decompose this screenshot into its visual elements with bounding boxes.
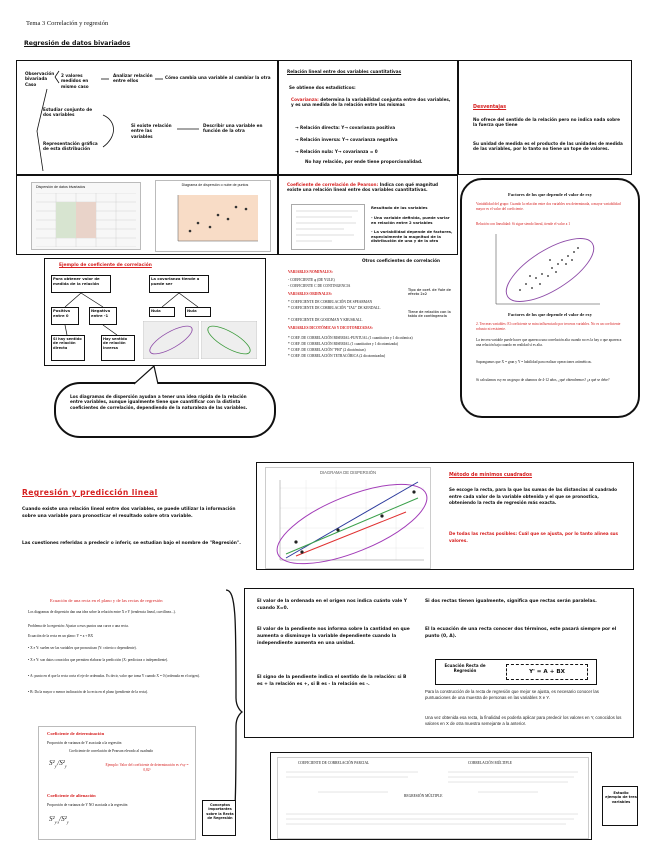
- side-note-1: Tipo de coef. de Yule de efecto 2x2: [408, 288, 451, 296]
- factors-title-2: Factores de los que depende el valor de rxy: [507, 312, 593, 317]
- concepts-small-text: Conceptos Importantes sobre la Recta de Regresión: [206, 803, 234, 820]
- factors-box: [460, 178, 640, 418]
- least-squares-title: Método de mínimos cuadrados: [449, 473, 533, 478]
- example-box-direct: Si hay sentido de relación directa: [51, 335, 85, 361]
- dispersion-chart: [265, 467, 431, 569]
- pearson-note-2: - Una variable definida, puede variar en relación entre 2 variables: [371, 215, 450, 225]
- factor-1: Variabilidad del grupo: Cuando la relación entre dos variables sea determinada, a mayor variabilidad mayor es el valor del coeficiente.: [476, 202, 621, 211]
- drawbacks-box: [458, 60, 632, 175]
- alien-formula: $S^2_{y\cdot x}/S^2_y$: [49, 815, 69, 825]
- example-box-positive: Positiva entre 0: [51, 307, 79, 325]
- det-t3: Proporción de varianza de Y NO asociada a la regresión: [47, 803, 128, 807]
- linear-relation-title: Relación lineal entre dos variables cuantitativas: [287, 69, 402, 74]
- concept-bullet-2: El valor de la pendiente nos informa sobre la cantidad en que aumenta o disminuye la variable dependiente cuando la independiente aumenta en una unidad.: [257, 627, 410, 646]
- linear-relation-box: [278, 60, 458, 175]
- example-box-null-1: Nula: [149, 307, 175, 317]
- bottom-paper-lines: [278, 768, 588, 838]
- covariance-text: determina la variabilidad conjunta entre dos variables, y es una medida de la relación entre las mismas: [291, 97, 451, 108]
- examples-small-box: [602, 786, 638, 826]
- section-title: Regresión de datos bivariados: [24, 40, 131, 47]
- det-note: Ejemplo: Valor del coeficiente de determinación es r²xy = 0,82²: [105, 763, 189, 772]
- examples-small-text: Estudio ejemplo de tres variables: [605, 791, 637, 804]
- equation-l1: Los diagramas de dispersión dan una idea sobre la relación entre X e Y (tendencia lineal, curvilínea...).: [28, 610, 176, 614]
- concepts-small-box: [202, 800, 236, 836]
- eq-box-formula: Y' = A + BX: [506, 664, 588, 680]
- drawbacks-title: Desventajas: [473, 105, 507, 110]
- regression-p1: Cuando existe una relación lineal entre dos variables, se puede utilizar la información sobre una variable para pronosticar el resultado sobre otra variable.: [22, 507, 236, 520]
- factors-paper: [472, 188, 626, 410]
- graph-rep-text: Representación gráfica de esta distribución: [43, 141, 98, 152]
- scatter-thumb-caption: Diagrama de dispersión o nube de puntos: [181, 183, 249, 187]
- bivariate-label: Observación bivariada Caso: [25, 71, 55, 87]
- bottom-h3: REGRESIÓN MÚLTIPLE: [404, 794, 443, 798]
- covariance-def: [291, 97, 451, 108]
- factor-6: Si calculamos rxy en un grupo de alumnos de 4-12 años, ¿qué obtendremos? ¿a qué se debe?: [476, 378, 610, 382]
- relation-text: Analizar relación entre ellos: [113, 73, 153, 84]
- example-arrows: [45, 259, 267, 367]
- ordinal-3: * COEFICIENTE DE GOODMAN Y KRUSKALL: [288, 318, 363, 322]
- dichotomous-head: VARIABLES DICOTÓMICAS Y DICOTOMIZADAS:: [288, 326, 373, 330]
- change-text: Cómo cambia una variable al cambiar la otra: [165, 75, 271, 80]
- concept-bullet-3: El signo de la pendiente indica el sentido de la relación: si B es + la relación es +, si B es - la relación es -.: [257, 675, 407, 687]
- example-box-null-2: Nula: [185, 307, 211, 317]
- top-left-outline: [16, 60, 278, 175]
- det-title-2: Coeficiente de alienación: [47, 793, 96, 798]
- example-title: Ejemplo de coeficiente de correlación: [59, 263, 152, 268]
- side-note-2: Tiene de relación con la tabla de contingencia: [408, 310, 451, 318]
- callout-pointer: [130, 364, 170, 386]
- outline-arrows: [17, 61, 279, 176]
- pearson-def: [287, 182, 453, 193]
- nominal-2: - COEFICIENTE C DE CONTINGENCIA: [288, 284, 351, 288]
- cov-null-note: No hay relación, por ende tiene proporcionalidad.: [305, 159, 423, 164]
- data-table-thumb: [31, 182, 141, 250]
- factor-5: Supongamos que X = gran y Y = habilidad para realizar operaciones aritméticas.: [476, 360, 592, 364]
- det-t2: Coeficiente de correlación de Pearson elevado al cuadrado: [69, 749, 154, 753]
- example-box: [44, 258, 266, 366]
- pearson-note-3: - La variabilidad depende de factores, especialmente la magnitud de la distribución de una y de la otra: [371, 229, 453, 244]
- describe-text: Describir una variable en función de la otra: [203, 123, 263, 134]
- equation-l4: • X e Y: suelen ser las variables que pronostican (Y: criterio o dependiente).: [28, 646, 137, 650]
- factor-3: 2. Terceras variables: El coeficiente se mira influenciado por terceras variables. No es un coeficiente robusto ni resistente.: [476, 322, 621, 331]
- pearson-clip: [291, 204, 365, 250]
- drawback-2: Su unidad de medida es el producto de las unidades de medida de las variables, por lo tanto no tiene un tope de valores.: [473, 141, 623, 152]
- example-box-inverse: Hay sentido de relación inversa: [101, 335, 135, 361]
- concept-bullet-1: El valor de la ordenada en el origen nos indica cuánto vale Y cuando X=0.: [257, 599, 407, 611]
- equation-l7: • B: Da la mayor o menor inclinación de la recta en el plano (pendiente de la recta).: [28, 690, 148, 694]
- pearson-text: Indica con qué magnitud existe una relación lineal entre dos variables cuantitativas.: [287, 182, 439, 193]
- scatter-thumb-plot: [164, 193, 264, 249]
- factors-scatter: [492, 232, 602, 308]
- eq-box-text-1: Para la construcción de la recta de regresión que mejor se ajusta, es necesario conocer las puntuaciones de una muestra de personas en las variables X e Y.: [425, 689, 599, 701]
- pearson-title: Coeficiente de correlación de Pearson:: [287, 182, 379, 187]
- nominal-head: VARIABLES NOMINALES:: [288, 270, 333, 274]
- bottom-h1: COEFICIENTE DE CORRELACIÓN PARCIAL: [298, 761, 370, 765]
- ordinal-head: VARIABLES ORDINALES:: [288, 292, 332, 296]
- least-squares-red: De todas las rectas posibles: Cuál que se ajusta, por lo tanto alinea sus valores.: [449, 531, 619, 543]
- factor-4: La tercera variable puede hacer que aparezca una correlación alta cuando no es la hay o que aparezca una relación baja cuando en realidad sí es alta.: [476, 338, 622, 347]
- linear-relation-intro: Se obtiene dos estadísticos:: [289, 85, 356, 90]
- example-box-negative: Negativa entre -1: [89, 307, 117, 325]
- equation-l3: Ecuación de la recta en un plano: Y = a + BX: [28, 634, 94, 638]
- concepts-box: [244, 588, 634, 738]
- scatter-thumb: [155, 180, 271, 252]
- pearson-box: [278, 175, 458, 255]
- determination-box: [38, 726, 196, 840]
- dich-1: * COEF. DE CORRELACIÓN BISERIAL-PUNTUAL (1 cuantitativa y 1 dicotómica): [288, 336, 413, 340]
- data-table-grid: [36, 193, 136, 247]
- bottom-paper: [270, 752, 592, 840]
- dispersion-callout-text: Los diagramas de dispersión ayudan a tener una idea rápida de la relación entre variables, aunque igualmente tiene que cuantificar con la distinta coeficientes de correlación, dependiendo de la naturaleza de las variables.: [70, 394, 248, 410]
- scatter-row: [16, 175, 278, 255]
- analyze-relation-text: Si existe relación entre las variables: [131, 123, 172, 139]
- factor-2: Relación con linealidad: Si sigue siendo lineal, tiende el valor a 1: [476, 222, 571, 226]
- regression-title: Regresión y predicción lineal: [22, 488, 158, 497]
- nominal-1: - COEFICIENTE φ (DE YULE): [288, 278, 335, 282]
- equation-l2: Problema de la regresión: Ajustar a esos puntos una curva o una recta.: [28, 624, 129, 628]
- dispersion-callout: [54, 382, 276, 438]
- equation-box: [20, 592, 220, 716]
- regression-p2: Las cuestiones referidas a predecir o inferir, se estudian bajo el nombre de "Regresión".: [22, 541, 241, 546]
- other-coefs: [282, 258, 458, 368]
- two-values-text: 2 valores medidos en mismo caso: [61, 73, 89, 89]
- equation-l5: • X e Y: son datos conocidos que permiten elaborar la predicción (X: predictora o independiente).: [28, 658, 169, 662]
- det-t1: Proporción de varianza de Y asociada a la regresión: [47, 741, 122, 745]
- factors-title-1: Factores de los que depende el valor de rxy: [507, 192, 593, 197]
- bottom-h2: CORRELACIÓN MÚLTIPLE: [468, 761, 512, 765]
- concept-bullet-4: Si dos rectas tienen igualmente, significa que rectas serán paralelas.: [425, 599, 597, 604]
- example-card-1: Para obtener valor de medida de la relación: [51, 275, 111, 293]
- drawback-1: No ofrece del sentido de la relación pero no indica nada sobre la fuerza que tiene: [473, 117, 620, 128]
- eq-box: [435, 659, 597, 685]
- equation-l6: • A: punto en el que la recta corta el eje de ordenadas. Es decir, valor que toma Y cuando X = 0 (ordenada en el origen).: [28, 674, 200, 678]
- dispersion-chart-title: DIAGRAMA DE DISPERSIÓN: [319, 470, 377, 475]
- cov-positive: → Relación directa: Y→ covarianza positiva: [295, 125, 396, 130]
- example-card-2: La covarianza tiende a puede ser: [149, 275, 209, 293]
- pearson-note-1: Resultado de las variables: [371, 205, 428, 210]
- covariance-lead: Covarianza:: [291, 97, 319, 102]
- dich-4: * COEF. DE CORRELACIÓN TETRACÓRICA (2 dicotomizadas): [288, 354, 386, 358]
- page-title: Tema 3 Correlación y regresión: [26, 20, 109, 27]
- ordinal-1: * COEFICIENTE DE CORRELACIÓN DE SPEARMAN: [288, 300, 373, 304]
- bottom-paper-inner: [277, 757, 589, 839]
- eq-box-label: Ecuación Recta de Regresión: [444, 663, 486, 673]
- least-squares-text: Se escoge la recta, para la que las sumas de las distancias al cuadrado entre cada valor de la variable obtenida y el que se pronostica, obteniendo la recta de regresión más exacta.: [449, 487, 617, 505]
- equation-title: Ecuación de una recta en el plano y de las rectas de regresión: [50, 598, 163, 603]
- other-coefs-title: Otros coeficientes de correlación: [362, 258, 440, 263]
- cov-null: → Relación nula: Y→ covarianza = 0: [295, 149, 378, 154]
- regression-box: [256, 462, 634, 570]
- joint-study-text: Estudiar conjunto de dos variables: [43, 107, 93, 118]
- cov-negative: → Relación inversa: Y→ covarianza negativa: [295, 137, 398, 142]
- dich-3: * COEF. DE CORRELACIÓN "PHI" (2 dicotómicas): [288, 348, 366, 352]
- concept-bullet-5: El la ecuación de una recta conocer dos términos, este pasará siempre por el punto (0, A).: [425, 627, 617, 639]
- pearson-clip-lines: [292, 205, 364, 249]
- ordinal-2: * COEFICIENTE DE CORRELACIÓN "TAU" DE KENDALL: [288, 306, 381, 310]
- data-table-caption: Dispersión de datos bivariados: [36, 185, 86, 189]
- eq-box-text-2: Una vez obtenida esa recta, la finalidad es poderla aplicar para predecir los valores en Y, conocidos los valores en X de otra muestra semejante a la anterior.: [425, 715, 622, 727]
- dispersion-chart-plot: [266, 468, 430, 568]
- dich-2: * COEF. DE CORRELACIÓN BISERIAL (1 cuantitativa y 1 dicotomizada): [288, 342, 398, 346]
- det-title: Coeficiente de determinación: [47, 731, 105, 736]
- det-formula: $S^2_{y'}/S^2_y$: [49, 759, 67, 769]
